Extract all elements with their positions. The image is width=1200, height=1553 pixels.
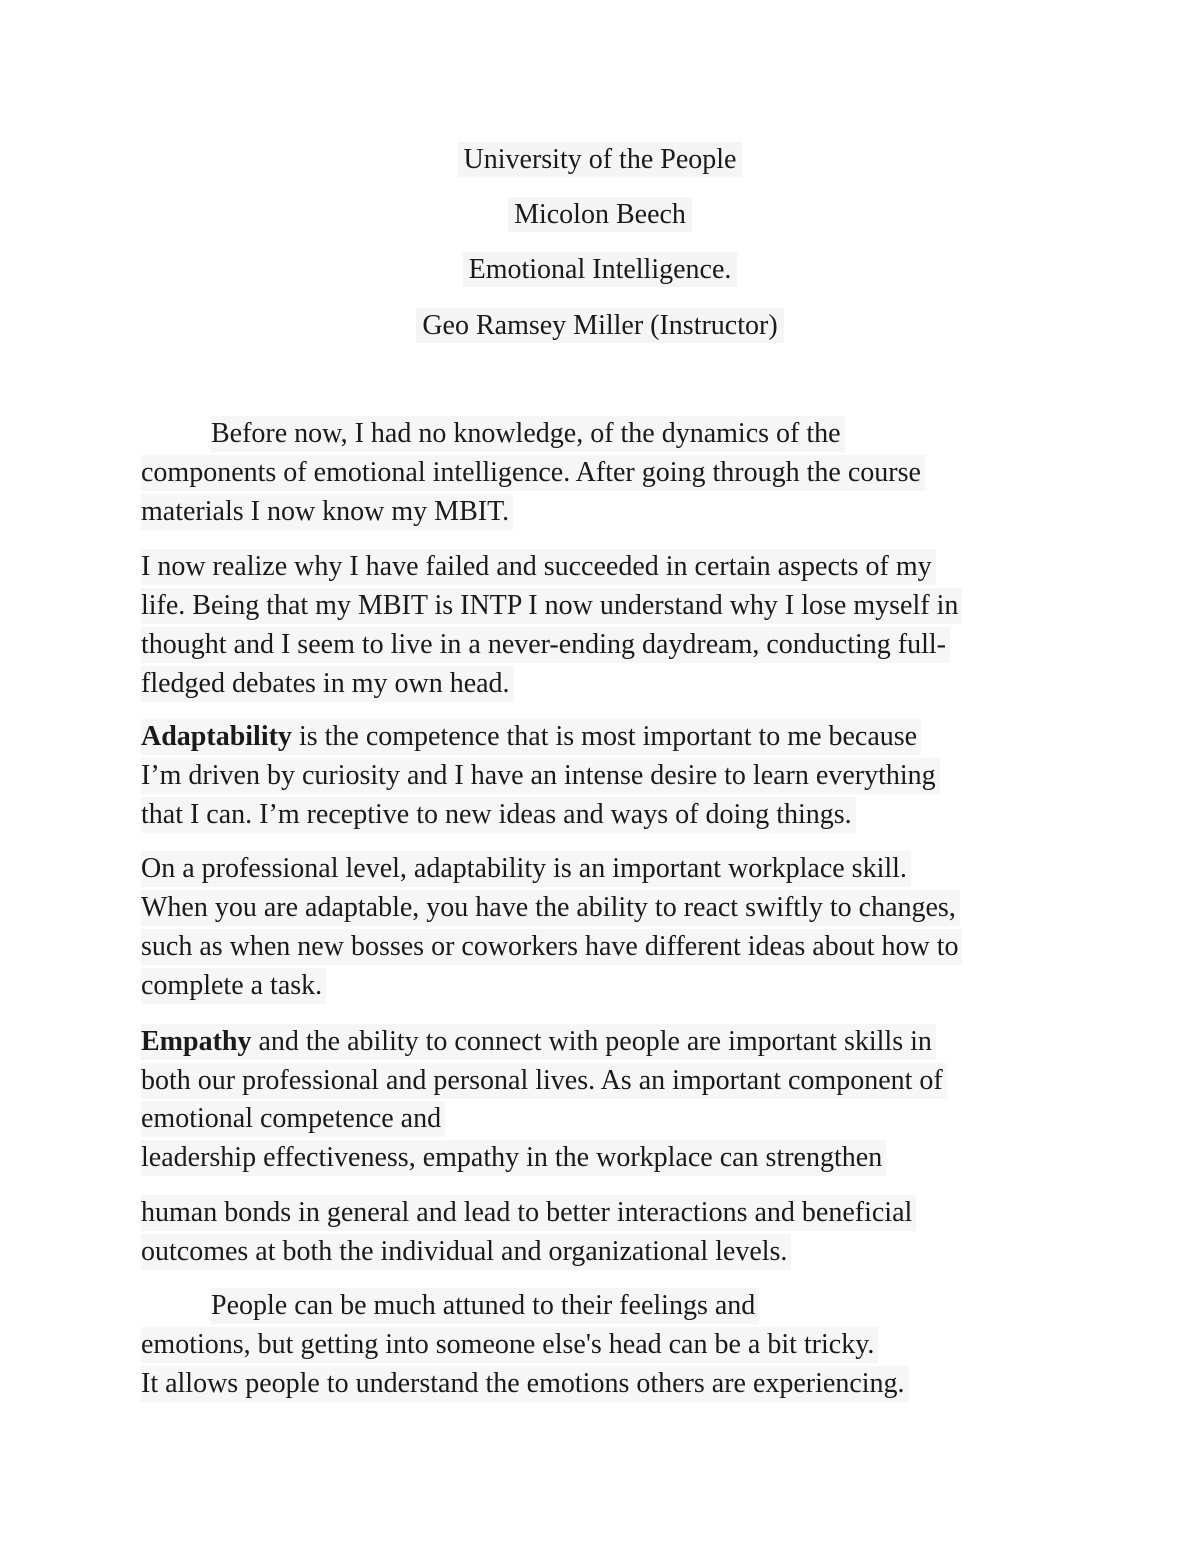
line-rest: and the ability to connect with people are important skills in — [251, 1026, 932, 1057]
paragraph-line — [141, 1024, 936, 1060]
paragraph-line: Before now, I had no knowledge, of the dynamics of the — [211, 416, 845, 452]
header-university — [0, 142, 1200, 178]
bold-term-adaptability: Adaptability — [141, 721, 292, 752]
paragraph-line: thought and I seem to live in a never-ending daydream, conducting full- — [141, 627, 950, 663]
line-rest: is the competence that is most important to me because — [291, 721, 918, 752]
instructor-name: Geo Ramsey Miller (Instructor) — [416, 308, 783, 343]
paragraph-line: I now realize why I have failed and succeeded in certain aspects of my — [141, 549, 936, 585]
student-name: Micolon Beech — [508, 197, 692, 232]
paragraph-line: complete a task. — [141, 968, 326, 1004]
paragraph-line — [141, 719, 921, 755]
paragraph-line: such as when new bosses or coworkers have different ideas about how to — [141, 929, 962, 965]
paragraph-line: On a professional level, adaptability is an important workplace skill. — [141, 851, 911, 887]
paragraph-line: both our professional and personal lives. As an important component of — [141, 1063, 947, 1099]
paragraph-line: People can be much attuned to their feelings and — [211, 1288, 759, 1324]
header-student — [0, 197, 1200, 233]
header-course — [0, 252, 1200, 288]
paragraph-line: I’m driven by curiosity and I have an intense desire to learn everything — [141, 758, 940, 794]
paragraph-line: human bonds in general and lead to better interactions and beneficial — [141, 1195, 916, 1231]
bold-term-empathy: Empathy — [141, 1026, 252, 1057]
paragraph-line: It allows people to understand the emotions others are experiencing. — [141, 1366, 909, 1402]
header-instructor — [0, 308, 1200, 344]
paragraph-line: components of emotional intelligence. After going through the course — [141, 455, 925, 491]
paragraph-line: outcomes at both the individual and organizational levels. — [141, 1234, 791, 1270]
paragraph-line: that I can. I’m receptive to new ideas and ways of doing things. — [141, 797, 856, 833]
paragraph-line: life. Being that my MBIT is INTP I now understand why I lose myself in — [141, 588, 962, 624]
university-name: University of the People — [458, 142, 743, 177]
paragraph-line: materials I now know my MBIT. — [141, 494, 513, 530]
paragraph-line: When you are adaptable, you have the ability to react swiftly to changes, — [141, 890, 960, 926]
paragraph-line: emotions, but getting into someone else's head can be a bit tricky. — [141, 1327, 878, 1363]
paragraph-line: leadership effectiveness, empathy in the workplace can strengthen — [141, 1140, 886, 1176]
course-title: Emotional Intelligence. — [463, 252, 738, 287]
paragraph-line: emotional competence and — [141, 1101, 445, 1137]
paragraph-line: fledged debates in my own head. — [141, 666, 514, 702]
